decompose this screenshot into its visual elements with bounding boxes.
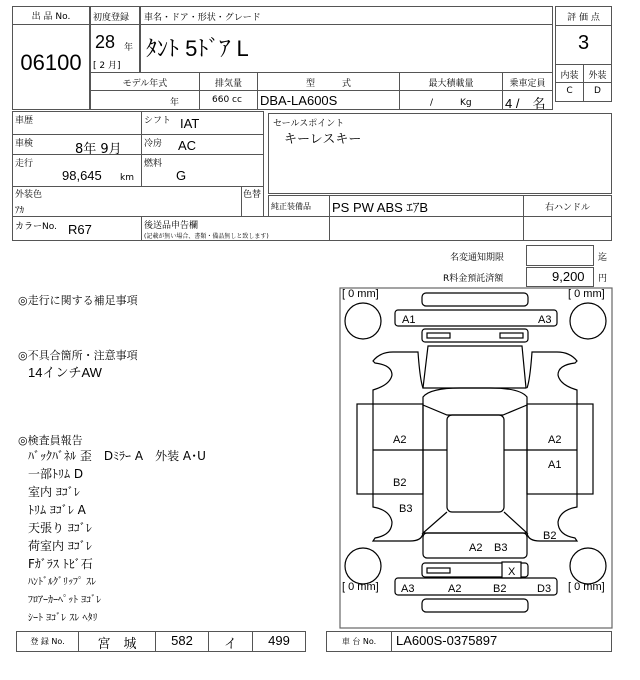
score: 3 xyxy=(577,32,590,54)
interior-label: 内装 xyxy=(560,71,579,81)
color: ｱｶ xyxy=(15,206,25,216)
roof xyxy=(447,415,504,512)
rear-spoiler xyxy=(422,599,528,612)
mileage: 98,645 xyxy=(62,168,102,183)
first-reg-label: 初度登録 xyxy=(93,13,130,23)
windshield xyxy=(423,388,527,415)
shift: IAT xyxy=(180,116,200,131)
later-items-note: (記載が無い場合、書類・備品無しと致します) xyxy=(144,233,269,240)
equipment: PS PW ABS ｴｱB xyxy=(332,200,429,215)
lot-number: 06100 xyxy=(20,50,82,75)
name-change-unit: 迄 xyxy=(598,253,608,263)
driving-notes-label: ◎走行に関する補足事項 xyxy=(18,294,138,307)
hood xyxy=(423,346,526,388)
mark-front-bumper-right: A3 xyxy=(538,314,552,326)
mark-back-door-a: A2 xyxy=(469,542,483,554)
mark-rear-bumper: A2 xyxy=(448,583,462,595)
tread-rear-left: [ 0 mm] xyxy=(342,581,379,593)
left-front-fender xyxy=(373,352,423,404)
shift-label: シフト xyxy=(144,116,172,126)
grille xyxy=(422,329,528,342)
inspector-item: 荷室内 ﾖｺﾞﾚ xyxy=(28,539,92,553)
inspector-item: Fｶﾞﾗｽ ﾄﾋﾞ石 xyxy=(28,557,93,571)
reg-number: 582 xyxy=(171,633,193,648)
equipment-label: 純正装備品 xyxy=(271,202,311,211)
car-damage-diagram xyxy=(330,285,620,630)
max-load-label: 最大積載量 xyxy=(428,79,474,89)
mark-right-rear-fender: B2 xyxy=(543,530,557,542)
max-load: / Kg xyxy=(430,98,472,108)
model-type: DBA-LA600S xyxy=(260,93,338,108)
exterior-grade: D xyxy=(594,86,601,96)
mark-left-rear-fender: B3 xyxy=(399,503,413,515)
interior-grade: C xyxy=(566,86,573,96)
mark-back-door-b: B3 xyxy=(494,542,508,554)
tire-front-right xyxy=(570,303,606,339)
name-change-label: 名変通知期限 xyxy=(450,253,505,263)
reg-label: 登 録 No. xyxy=(30,637,65,646)
color-no-label: カラーNo. xyxy=(15,222,57,232)
chassis-label: 車 台 No. xyxy=(341,637,377,646)
sales-point: キーレスキー xyxy=(284,132,362,147)
mark-right-rear-door: A1 xyxy=(548,459,562,471)
left-rear-fender xyxy=(373,494,423,541)
mark-rear-bumper: B2 xyxy=(493,583,507,595)
ac: AC xyxy=(178,138,197,153)
mark-left-front-door: A2 xyxy=(393,434,407,446)
mark-left-rear-door: B2 xyxy=(393,477,407,489)
displacement-label: 排気量 xyxy=(214,79,242,89)
car-name: ﾀﾝﾄ 5ﾄﾞｱ L xyxy=(146,36,249,61)
left-doors xyxy=(357,404,423,494)
car-name-label: 車名・ドア・形状・グレード xyxy=(144,13,261,23)
color-no: R67 xyxy=(68,222,92,237)
tread-front-left: [ 0 mm] xyxy=(342,288,379,300)
model-year: 年 xyxy=(170,98,180,108)
mileage-label: 走行 xyxy=(15,159,34,169)
reg-kana: イ xyxy=(223,637,237,652)
year-unit: 年 xyxy=(124,43,134,53)
capacity-label: 乗車定員 xyxy=(509,79,546,89)
lot-number-label: 出 品 No. xyxy=(31,12,71,22)
chassis-number: LA600S-0375897 xyxy=(396,633,498,648)
type-label: 型 式 xyxy=(305,79,351,89)
history-label: 車歴 xyxy=(15,116,34,126)
tire-rear-left xyxy=(345,548,381,584)
sales-point-label: セールスポイント xyxy=(273,119,345,129)
reg-prefecture: 宮 城 xyxy=(97,637,137,652)
front-bumper xyxy=(395,310,557,326)
mark-rear-bumper: A3 xyxy=(401,583,415,595)
fuel-label: 燃料 xyxy=(144,159,163,169)
reg-serial: 499 xyxy=(268,633,290,648)
steering: 右ハンドル xyxy=(544,203,590,213)
score-label: 評 価 点 xyxy=(567,13,600,23)
exterior-label: 外装 xyxy=(588,71,607,81)
inspector-item: ﾄﾘﾑ ﾖｺﾞﾚ A xyxy=(28,503,86,517)
mark-rear-x: X xyxy=(508,566,516,578)
capacity: 4 / 名 xyxy=(505,96,546,111)
first-reg-month: [ 2 月] xyxy=(93,61,121,71)
displacement: 660 cc xyxy=(212,95,242,105)
recycle-fee: 9,200 xyxy=(552,269,585,284)
right-front-fender xyxy=(527,352,577,404)
inspector-item: ﾌﾛｱｰｶｰﾍﾟｯﾄ ﾖｺﾞﾚ xyxy=(28,595,102,606)
inspector-item: ｼｰﾄ ﾖｺﾞﾚ ｽﾚ ﾍﾀﾘ xyxy=(28,613,98,624)
defect-item: 14インチAW xyxy=(28,365,102,380)
defects-label: ◎不具合箇所・注意事項 xyxy=(18,349,138,362)
mark-rear-bumper: D3 xyxy=(537,583,552,595)
ac-label: 冷房 xyxy=(144,139,163,149)
tread-front-right: [ 0 mm] xyxy=(568,288,605,300)
color-label: 外装色 xyxy=(15,190,43,200)
mark-right-front-door: A2 xyxy=(548,434,562,446)
mark-front-bumper-left: A1 xyxy=(402,314,416,326)
tire-rear-right xyxy=(570,548,606,584)
inspector-item: 一部ﾄﾘﾑ D xyxy=(28,467,84,481)
rear-glass xyxy=(423,512,527,533)
fuel: G xyxy=(176,168,187,183)
mileage-unit: km xyxy=(120,173,134,183)
color-change-label: 色替 xyxy=(243,190,262,200)
recycle-label: R料金預託済額 xyxy=(443,274,504,284)
inspector-item: ﾊﾞｯｸﾊﾞﾈﾙ 歪 Dﾐﾗｰ A 外装 A･U xyxy=(28,449,206,463)
tire-front-left xyxy=(345,303,381,339)
recycle-unit: 円 xyxy=(598,274,608,284)
front-spoiler xyxy=(422,293,528,306)
inspector-item: ﾊﾝﾄﾞﾙｸﾞﾘｯﾌﾟ ｽﾚ xyxy=(28,577,97,588)
rear-bumper xyxy=(395,578,557,595)
inspector-item: 室内 ﾖｺﾞﾚ xyxy=(28,485,80,499)
inspection-label: 車検 xyxy=(15,139,34,149)
inspector-report-label: ◎検査員報告 xyxy=(18,434,83,447)
first-reg-year: 28 xyxy=(95,32,116,52)
model-year-label: モデル年式 xyxy=(122,79,168,89)
inspection: 8年 9月 xyxy=(75,142,122,157)
name-change-value xyxy=(526,245,594,266)
inspector-item: 天張り ﾖｺﾞﾚ xyxy=(28,521,92,535)
later-items-label: 後送品申告欄 xyxy=(144,221,199,231)
tread-rear-right: [ 0 mm] xyxy=(568,581,605,593)
